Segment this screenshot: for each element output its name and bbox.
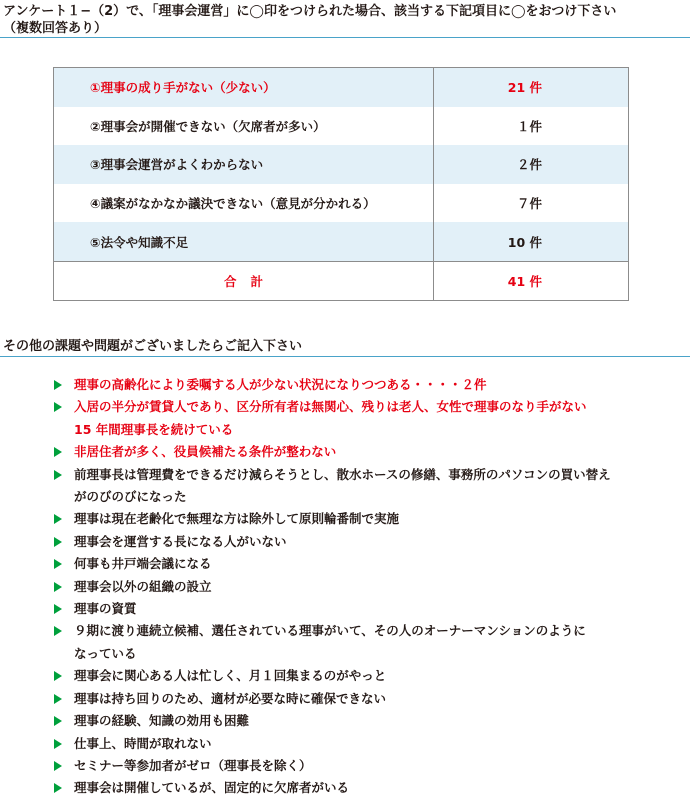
triangle-right-icon — [54, 626, 62, 636]
comment-text: 理事会は開催しているが、固定的に欠席者がいる — [74, 780, 350, 796]
comment-text: 理事は持ち回りのため、適材が必要な時に確保できない — [74, 690, 387, 706]
comment-text: 理事の高齢化により委嘱する人が少ない状況になりつつある・・・・２件 — [74, 377, 487, 392]
comment-item — [52, 755, 688, 777]
triangle-right-icon — [54, 402, 62, 412]
comment-item — [52, 777, 688, 799]
comment-item — [52, 441, 688, 463]
comment-text: 理事会以外の組織の設立 — [74, 578, 212, 594]
comment-item — [52, 688, 688, 710]
triangle-right-icon — [54, 470, 62, 480]
comment-text: 仕事上、時間が取れない — [74, 735, 212, 751]
row-label: ⑤法令や知識不足 — [54, 222, 434, 261]
triangle-right-icon — [54, 514, 62, 524]
comment-item — [52, 531, 688, 553]
row-count: 10 件 — [507, 234, 542, 250]
row-count: ２件 — [516, 157, 542, 173]
comment-text: がのびのびになった — [74, 489, 187, 505]
table-row — [54, 184, 628, 223]
comment-item — [52, 508, 688, 530]
question-heading — [0, 0, 690, 38]
comment-text: 15 年間理事長を続けている — [74, 421, 234, 437]
comment-item — [52, 553, 688, 575]
question-heading-line2: （複数回答あり） — [3, 21, 108, 36]
triangle-right-icon — [54, 716, 62, 726]
comment-item — [52, 598, 688, 620]
triangle-right-icon — [54, 783, 62, 793]
comment-list — [52, 374, 688, 800]
comment-text: なっている — [74, 645, 137, 661]
row-label: ③理事会運営がよくわからない — [54, 145, 434, 184]
triangle-right-icon — [54, 604, 62, 614]
other-issues-heading: その他の課題や問題がございましたらご記入下さい — [0, 335, 690, 357]
table-row — [54, 107, 628, 146]
comment-item — [52, 396, 688, 441]
triangle-right-icon — [54, 559, 62, 569]
comment-text: 理事の資質 — [74, 601, 137, 617]
comment-item — [52, 710, 688, 732]
survey-results-table — [53, 67, 629, 301]
question-heading-line1: アンケート１−（2）で、「理事会運営」に◯印をつけられた場合、該当する下記項目に◯をおつけ下さい — [3, 4, 617, 19]
total-count: 41 件 — [507, 273, 542, 289]
triangle-right-icon — [54, 694, 62, 704]
triangle-right-icon — [54, 380, 62, 390]
comment-text: セミナー等参加者がゼロ（理事長を除く） — [74, 757, 312, 773]
comment-item — [52, 620, 688, 665]
triangle-right-icon — [54, 447, 62, 457]
table-row — [54, 222, 628, 261]
comment-text: 理事の経験、知識の効用も困難 — [74, 713, 250, 729]
triangle-right-icon — [54, 582, 62, 592]
comment-text: 前理事長は管理費をできるだけ減らそうとし、散水ホースの修繕、事務所のパソコンの買い替え — [74, 466, 611, 482]
triangle-right-icon — [54, 739, 62, 749]
comment-text: 入居の半分が賃貸人であり、区分所有者は無関心、残りは老人、女性で理事のなり手がない — [74, 399, 587, 415]
comment-text: 非居住者が多く、役員候補たる条件が整わない — [74, 444, 337, 460]
comment-text: 理事は現在老齢化で無理な方は除外して原則輪番制で実施 — [74, 511, 400, 527]
comment-text: 何事も井戸端会議になる — [74, 556, 212, 572]
table-row — [54, 145, 628, 184]
comment-item — [52, 374, 688, 396]
row-count: １件 — [516, 118, 542, 134]
comment-text: ９期に渡り連続立候補、選任されている理事がいて、その人のオーナーマンションのように — [74, 623, 586, 639]
comment-text: 理事会に関心ある人は忙しく、月１回集まるのがやっと — [74, 668, 387, 684]
triangle-right-icon — [54, 537, 62, 547]
comment-text: 理事会を運営する長になる人がいない — [74, 533, 287, 549]
table-total-row — [54, 261, 628, 300]
row-label: ④議案がなかなか議決できない（意見が分かれる） — [54, 184, 434, 223]
comment-item — [52, 464, 688, 509]
triangle-right-icon — [54, 671, 62, 681]
table-row — [54, 68, 628, 107]
total-label: 合計 — [54, 262, 434, 300]
row-label: ①理事の成り手がない（少ない） — [54, 68, 434, 107]
comment-item — [52, 576, 688, 598]
row-count: 21 件 — [507, 80, 542, 96]
row-label: ②理事会が開催できない（欠席者が多い） — [54, 107, 434, 146]
comment-item — [52, 665, 688, 687]
row-count: ７件 — [516, 196, 542, 212]
triangle-right-icon — [54, 761, 62, 771]
comment-item — [52, 733, 688, 755]
